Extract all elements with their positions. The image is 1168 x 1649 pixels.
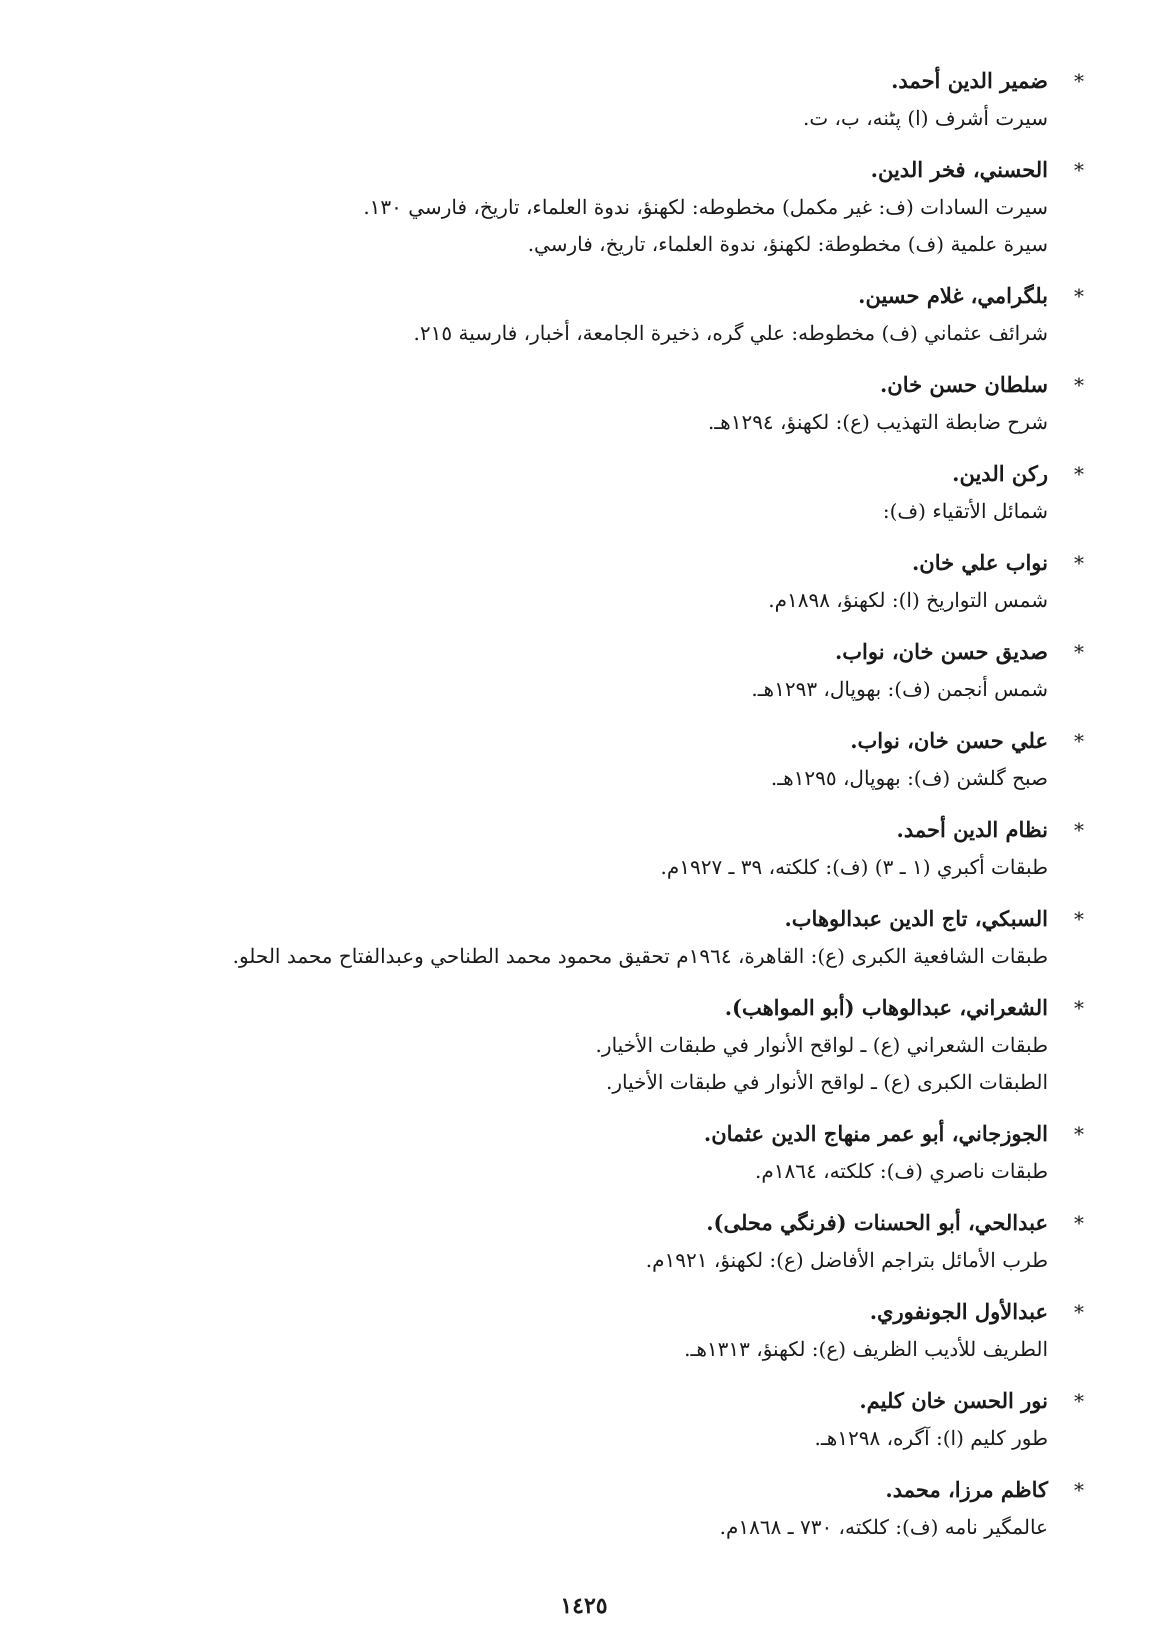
entry <box>84 722 1084 797</box>
entry <box>84 455 1084 530</box>
entry <box>84 1204 1084 1279</box>
asterisk-icon: * <box>1074 640 1084 664</box>
entry <box>84 366 1084 441</box>
asterisk-icon: * <box>1074 158 1084 182</box>
asterisk-icon: * <box>1074 1300 1084 1324</box>
asterisk-icon: * <box>1074 996 1084 1020</box>
entry <box>84 277 1084 352</box>
work-title: عالمگير نامه (ف): كلكته، ٧٣٠ ـ ١٨٦٨م. <box>719 1515 1048 1539</box>
author-name: عبدالأول الجونفوري. <box>869 1299 1048 1324</box>
author-name: عبدالحي، أبو الحسنات (فرنگي محلى). <box>706 1210 1048 1235</box>
asterisk-icon: * <box>1074 729 1084 753</box>
asterisk-icon: * <box>1074 907 1084 931</box>
asterisk-icon: * <box>1074 284 1084 308</box>
author-name: السبكي، تاج الدين عبدالوهاب. <box>784 906 1048 931</box>
entry <box>84 1382 1084 1457</box>
author-name: الشعراني، عبدالوهاب (أبو المواهب). <box>724 995 1048 1020</box>
entry <box>84 544 1084 619</box>
entry <box>84 900 1084 975</box>
entry <box>84 151 1084 263</box>
work-title: طبقات الشافعية الكبرى (ع): القاهرة، ١٩٦٤م تحقيق محمود محمد الطناحي وعبدالفتاح محمد الحلو. <box>232 944 1048 968</box>
work-title: صبح گلشن (ف): بهوپال، ١٢٩٥هـ. <box>770 766 1048 790</box>
asterisk-icon: * <box>1074 1122 1084 1146</box>
entry <box>84 62 1084 137</box>
entry <box>84 1115 1084 1190</box>
author-name: علي حسن خان، نواب. <box>850 728 1048 753</box>
entry <box>84 989 1084 1101</box>
work-title: شرائف عثماني (ف) مخطوطه: علي گره، ذخيرة الجامعة، أخبار، فارسية ٢١٥. <box>413 321 1048 345</box>
work-title: سيرت السادات (ف: غير مكمل) مخطوطه: لكهنؤ، ندوة العلماء، تاريخ، فارسي ١٣٠. <box>363 195 1048 219</box>
author-name: نظام الدين أحمد. <box>896 817 1048 842</box>
work-title: شمس التواريخ (ا): لكهنؤ، ١٨٩٨م. <box>768 588 1048 612</box>
entry <box>84 811 1084 886</box>
asterisk-icon: * <box>1074 551 1084 575</box>
author-name: كاظم مرزا، محمد. <box>885 1477 1048 1502</box>
author-name: نور الحسن خان كليم. <box>859 1388 1048 1413</box>
bibliography-list <box>84 62 1084 1560</box>
entry <box>84 1293 1084 1368</box>
work-title: شرح ضابطة التهذيب (ع): لكهنؤ، ١٢٩٤هـ. <box>707 410 1048 434</box>
asterisk-icon: * <box>1074 373 1084 397</box>
author-name: نواب علي خان. <box>911 550 1048 575</box>
author-name: سلطان حسن خان. <box>879 372 1048 397</box>
author-name: الجوزجاني، أبو عمر منهاج الدين عثمان. <box>703 1121 1048 1146</box>
author-name: الحسني، فخر الدين. <box>870 157 1048 182</box>
work-title: شمس أنجمن (ف): بهوپال، ١٢٩٣هـ. <box>751 677 1048 701</box>
work-title: طبقات أكبري (١ ـ ٣) (ف): كلكته، ٣٩ ـ ١٩٢٧م. <box>660 855 1048 879</box>
author-name: بلگرامي، غلام حسين. <box>858 283 1048 308</box>
work-title: طبقات الشعراني (ع) ـ لواقح الأنوار في طبقات الأخيار. <box>595 1033 1048 1057</box>
work-title: الطبقات الكبرى (ع) ـ لواقح الأنوار في طبقات الأخيار. <box>605 1070 1048 1094</box>
author-name: صديق حسن خان، نواب. <box>834 639 1048 664</box>
work-title: سيرة علمية (ف) مخطوطة: لكهنؤ، ندوة العلماء، تاريخ، فارسي. <box>527 232 1048 256</box>
work-title: سيرت أشرف (ا) پٹنه، ب، ت. <box>803 106 1048 130</box>
author-name: ركن الدين. <box>952 461 1048 486</box>
work-title: طبقات ناصري (ف): كلكته، ١٨٦٤م. <box>755 1159 1048 1183</box>
asterisk-icon: * <box>1074 1389 1084 1413</box>
work-title: طور كليم (ا): آگره، ١٢٩٨هـ. <box>814 1426 1048 1450</box>
work-title: شمائل الأتقياء (ف): <box>882 499 1048 523</box>
work-title: طرب الأمائل بتراجم الأفاضل (ع): لكهنؤ، ١٩٢١م. <box>645 1248 1048 1272</box>
asterisk-icon: * <box>1074 818 1084 842</box>
entry <box>84 633 1084 708</box>
entry <box>84 1471 1084 1546</box>
asterisk-icon: * <box>1074 69 1084 93</box>
page-number: ١٤٢٥ <box>560 1593 608 1619</box>
author-name: ضمير الدين أحمد. <box>891 68 1048 93</box>
asterisk-icon: * <box>1074 1211 1084 1235</box>
work-title: الطريف للأديب الظريف (ع): لكهنؤ، ١٣١٣هـ. <box>684 1337 1048 1361</box>
asterisk-icon: * <box>1074 462 1084 486</box>
asterisk-icon: * <box>1074 1478 1084 1502</box>
